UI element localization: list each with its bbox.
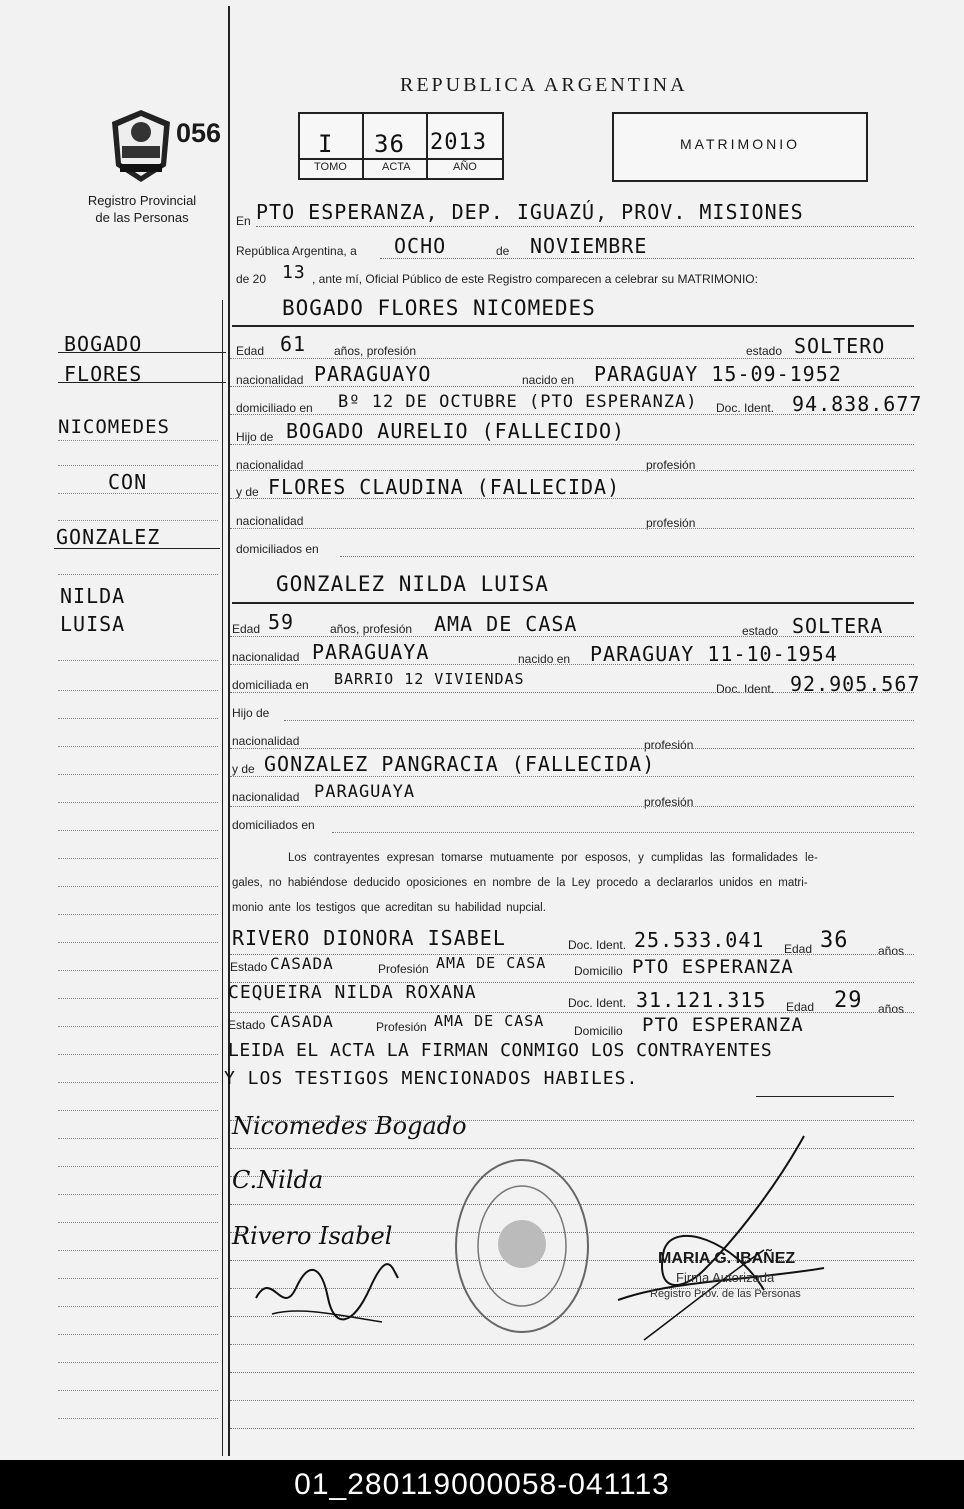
groom-domiciliados-line [340,556,914,557]
witness1-profesion: AMA DE CASA [436,954,547,972]
margin-dotted-line [58,1194,218,1195]
witness1-doc-label: Doc. Ident. [568,938,627,952]
margin-dotted-line [58,746,218,747]
margin-dotted-line [58,1362,218,1363]
witness2-estado-label: Estado [228,1018,266,1032]
groom-nac-label-3: nacionalidad [236,514,304,528]
place-line [256,226,914,227]
witness-signature: Rivero Isabel [232,1222,393,1250]
groom-signature: Nicomedes Bogado [232,1112,467,1140]
groom-madre: FLORES CLAUDINA (FALLECIDA) [268,475,621,499]
witness2-anos-label: años [878,1002,905,1016]
groom-anos-profesion-label: años, profesión [334,344,417,358]
margin-rule-1 [58,352,226,353]
bride-nac-label-2: nacionalidad [232,734,300,748]
margin-rule-2 [58,382,226,383]
margin-dotted-line [58,802,218,803]
bride-estado-label: estado [742,624,779,638]
bride-edad-line [230,636,914,637]
tomo-value: I [318,130,334,158]
margin-dotted-line [58,1026,218,1027]
groom-estado: SOLTERO [794,334,886,358]
witness1-estado-label: Estado [230,960,268,974]
margin-dotted-line [58,690,218,691]
day-value: OCHO [394,234,447,258]
witness2-profesion: AMA DE CASA [434,1012,545,1030]
bride-name-rule [232,602,914,604]
bride-nacido: PARAGUAY 11-10-1954 [590,642,838,666]
margin-dotted-line [58,774,218,775]
bride-padre-nac-line [230,748,914,749]
official-name: MARIA G. IBAÑEZ [658,1250,796,1267]
margin-dotted-line [58,1306,218,1307]
margin-dotted-line [58,520,218,521]
bride-madre-nac-line [230,806,914,807]
en-label: En [236,214,251,228]
margin-dotted-line [58,1082,218,1083]
bride-domiciliados-line [332,832,914,833]
groom-name-rule [232,325,914,327]
groom-hijo-label: Hijo de [236,430,274,444]
witness2-estado: CASADA [270,1012,334,1031]
groom-prof-label-2: profesión [646,458,696,472]
witness2-edad: 29 [834,988,863,1013]
date-line [380,258,914,259]
witness2-profesion-label: Profesión [376,1020,427,1034]
witness2-name: CEQUEIRA NILDA ROXANA [228,982,477,1003]
groom-dom-line [230,414,914,415]
witness2-doc-label: Doc. Ident. [568,996,627,1010]
bride-nac-label-3: nacionalidad [232,790,300,804]
margin-dotted-line [58,718,218,719]
bride-full-name: GONZALEZ NILDA LUISA [276,572,549,596]
groom-nac-line [230,386,914,387]
margin-dotted-line [58,830,218,831]
intro-tail: , ante mí, Oficial Público de este Registro comparecen a celebrar su MATRIMONIO: [312,272,758,286]
bride-prof-label-3: profesión [644,795,694,809]
acta-value: 36 [374,130,405,158]
witness1-profesion-label: Profesión [378,962,429,976]
bride-edad: 59 [268,610,295,634]
groom-yde-label: y de [236,485,259,499]
margin-dotted-line [58,465,218,466]
margin-dotted-line [58,1222,218,1223]
groom-edad-label: Edad [236,344,265,358]
witness2-domicilio-label: Domicilio [574,1024,623,1038]
bride-yde-label: y de [232,762,255,776]
groom-prof-label-3: profesión [646,516,696,530]
ref-box-divider-2 [426,112,428,178]
bride-nac-line [230,664,914,665]
closing-line-2: Y LOS TESTIGOS MENCIONADOS HABILES. [224,1068,639,1089]
margin-dotted-line [58,1278,218,1279]
margin-dotted-line [58,914,218,915]
year-value: 13 [282,262,306,283]
groom-doc: 94.838.677 [792,392,923,416]
year-label: de 20 [236,272,267,286]
groom-nacido: PARAGUAY 15-09-1952 [594,362,842,386]
bride-edad-label: Edad [232,622,261,636]
bride-estado: SOLTERA [792,614,884,638]
groom-padre: BOGADO AURELIO (FALLECIDO) [286,419,626,443]
registry-stamp [452,1156,592,1336]
groom-estado-label: estado [746,344,783,358]
witness1-name: RIVERO DIONORA ISABEL [232,926,506,950]
republica-label: República Argentina, a [236,244,357,258]
groom-domicilio: Bº 12 DE OCTUBRE (PTO ESPERANZA) [338,392,698,412]
groom-padre-line [230,444,914,445]
margin-line-outer [228,6,230,1456]
margin-rule-4 [54,548,220,549]
signature-dotted-line [230,1400,914,1401]
tomo-label: TOMO [314,161,347,173]
act-number: 056 [176,118,222,148]
margin-dotted-line [58,440,218,441]
bride-prof-label-2: profesión [644,738,694,752]
bride-dom-line [230,692,914,693]
act-type-label: MATRIMONIO [680,136,800,152]
groom-full-name: BOGADO FLORES NICOMEDES [282,296,596,320]
margin-dotted-line [58,886,218,887]
witness1-domicilio: PTO ESPERANZA [632,956,794,978]
document-code-footer: 01_280119000058-041113 [0,1460,964,1509]
witness2-edad-label: Edad [786,1000,815,1014]
witness1-anos-label: años [878,944,905,958]
bride-domiciliados-label: domiciliados en [232,818,315,832]
witness1-estado: CASADA [270,954,334,973]
margin-dotted-line [58,1250,218,1251]
witness2-domicilio: PTO ESPERANZA [642,1014,804,1036]
closing-rule [756,1096,894,1097]
margin-con: CON [108,470,148,494]
body-text-line-3: monio ante los testigos que acreditan su habilidad nupcial. [232,902,546,914]
margin-name-1: BOGADO [64,332,143,356]
margin-dotted-line [58,942,218,943]
acta-label: ACTA [382,161,411,173]
margin-name-2: FLORES [64,362,143,386]
bride-signature: C.Nilda [232,1166,324,1194]
bride-madre: GONZALEZ PANGRACIA (FALLECIDA) [264,752,656,776]
anio-label: AÑO [453,161,477,173]
groom-nac-label-2: nacionalidad [236,458,304,472]
groom-madre-nac-line [230,528,914,529]
witness1-doc: 25.533.041 [634,928,765,952]
body-text-line-1: Los contrayentes expresan tomarse mutuamente por esposos, y cumplidas las formalidades le- [288,852,818,864]
bride-nacido-label: nacido en [518,652,571,666]
margin-dotted-line [58,574,218,575]
groom-nacido-label: nacido en [522,373,575,387]
margin-dotted-line [58,858,218,859]
witness2-doc: 31.121.315 [636,988,767,1012]
place-value: PTO ESPERANZA, DEP. IGUAZÚ, PROV. MISIONES [256,200,804,224]
bride-madre-line [230,776,914,777]
margin-dotted-line [58,1418,218,1419]
bride-domiciliada-label: domiciliada en [232,678,309,692]
signature-dotted-line [230,1428,914,1429]
body-text-line-2: gales, no habiéndose deducido oposiciones en nombre de la Ley procedo a declararlos unidos en matri- [232,877,808,889]
witness1-domicilio-label: Domicilio [574,964,623,978]
bride-anos-profesion-label: años, profesión [330,622,413,636]
margin-dotted-line [58,660,218,661]
bride-profesion: AMA DE CASA [434,612,578,636]
groom-nacionalidad: PARAGUAYO [314,362,432,386]
groom-doc-label: Doc. Ident. [716,401,775,415]
official-signature-scribble [614,1130,834,1350]
margin-name-4: GONZALEZ [56,525,161,549]
official-title: Firma Autorizada [676,1270,775,1285]
ref-box-divider-1 [362,112,364,178]
groom-edad: 61 [280,332,307,356]
margin-dotted-line [58,1334,218,1335]
margin-name-5: NILDA [60,584,126,608]
margin-dotted-line [58,970,218,971]
margin-name-3: NICOMEDES [58,416,170,438]
margin-dotted-line [58,1110,218,1111]
margin-dotted-line [58,1390,218,1391]
margin-dotted-line [58,1054,218,1055]
groom-nacionalidad-label: nacionalidad [236,373,304,387]
province-seal-logo [108,108,174,184]
closing-line-1: LEIDA EL ACTA LA FIRMAN CONMIGO LOS CONTRAYENTES [228,1040,773,1061]
signature-dotted-line [230,1372,914,1373]
de-label: de [496,244,510,258]
country-title: REPUBLICA ARGENTINA [400,74,688,96]
anio-value: 2013 [430,130,487,155]
witness1-edad: 36 [820,928,849,953]
margin-dotted-line [58,998,218,999]
groom-edad-line [230,358,914,359]
bride-domicilio: BARRIO 12 VIVIENDAS [334,670,525,688]
registry-name-line1: Registro Provincial [87,193,197,208]
groom-domiciliados-label: domiciliados en [236,542,319,556]
margin-name-6: LUISA [60,612,126,636]
bride-nacionalidad-label: nacionalidad [232,650,300,664]
groom-madre-line [230,498,914,499]
bride-padre-line [284,720,914,721]
bride-nacionalidad: PARAGUAYA [312,640,430,664]
bride-doc-label: Doc. Ident. [716,682,775,696]
witness1-edad-label: Edad [784,942,813,956]
margin-dotted-line [58,1166,218,1167]
groom-domiciliado-label: domiciliado en [236,401,313,415]
month-value: NOVIEMBRE [530,234,648,258]
margin-line-inner [222,300,223,1456]
bride-hijo-label: Hijo de [232,706,270,720]
margin-dotted-line [58,1138,218,1139]
bride-doc: 92.905.567 [790,672,921,696]
registry-name-line2: de las Personas [95,210,189,225]
groom-padre-nac-line [230,470,914,471]
official-org: Registro Prov. de las Personas [650,1288,801,1300]
margin-dotted-line [58,493,218,494]
witness2-signature-scribble [252,1258,402,1334]
bride-nac-madre: PARAGUAYA [314,782,416,802]
ref-box-label-rule [298,158,502,160]
